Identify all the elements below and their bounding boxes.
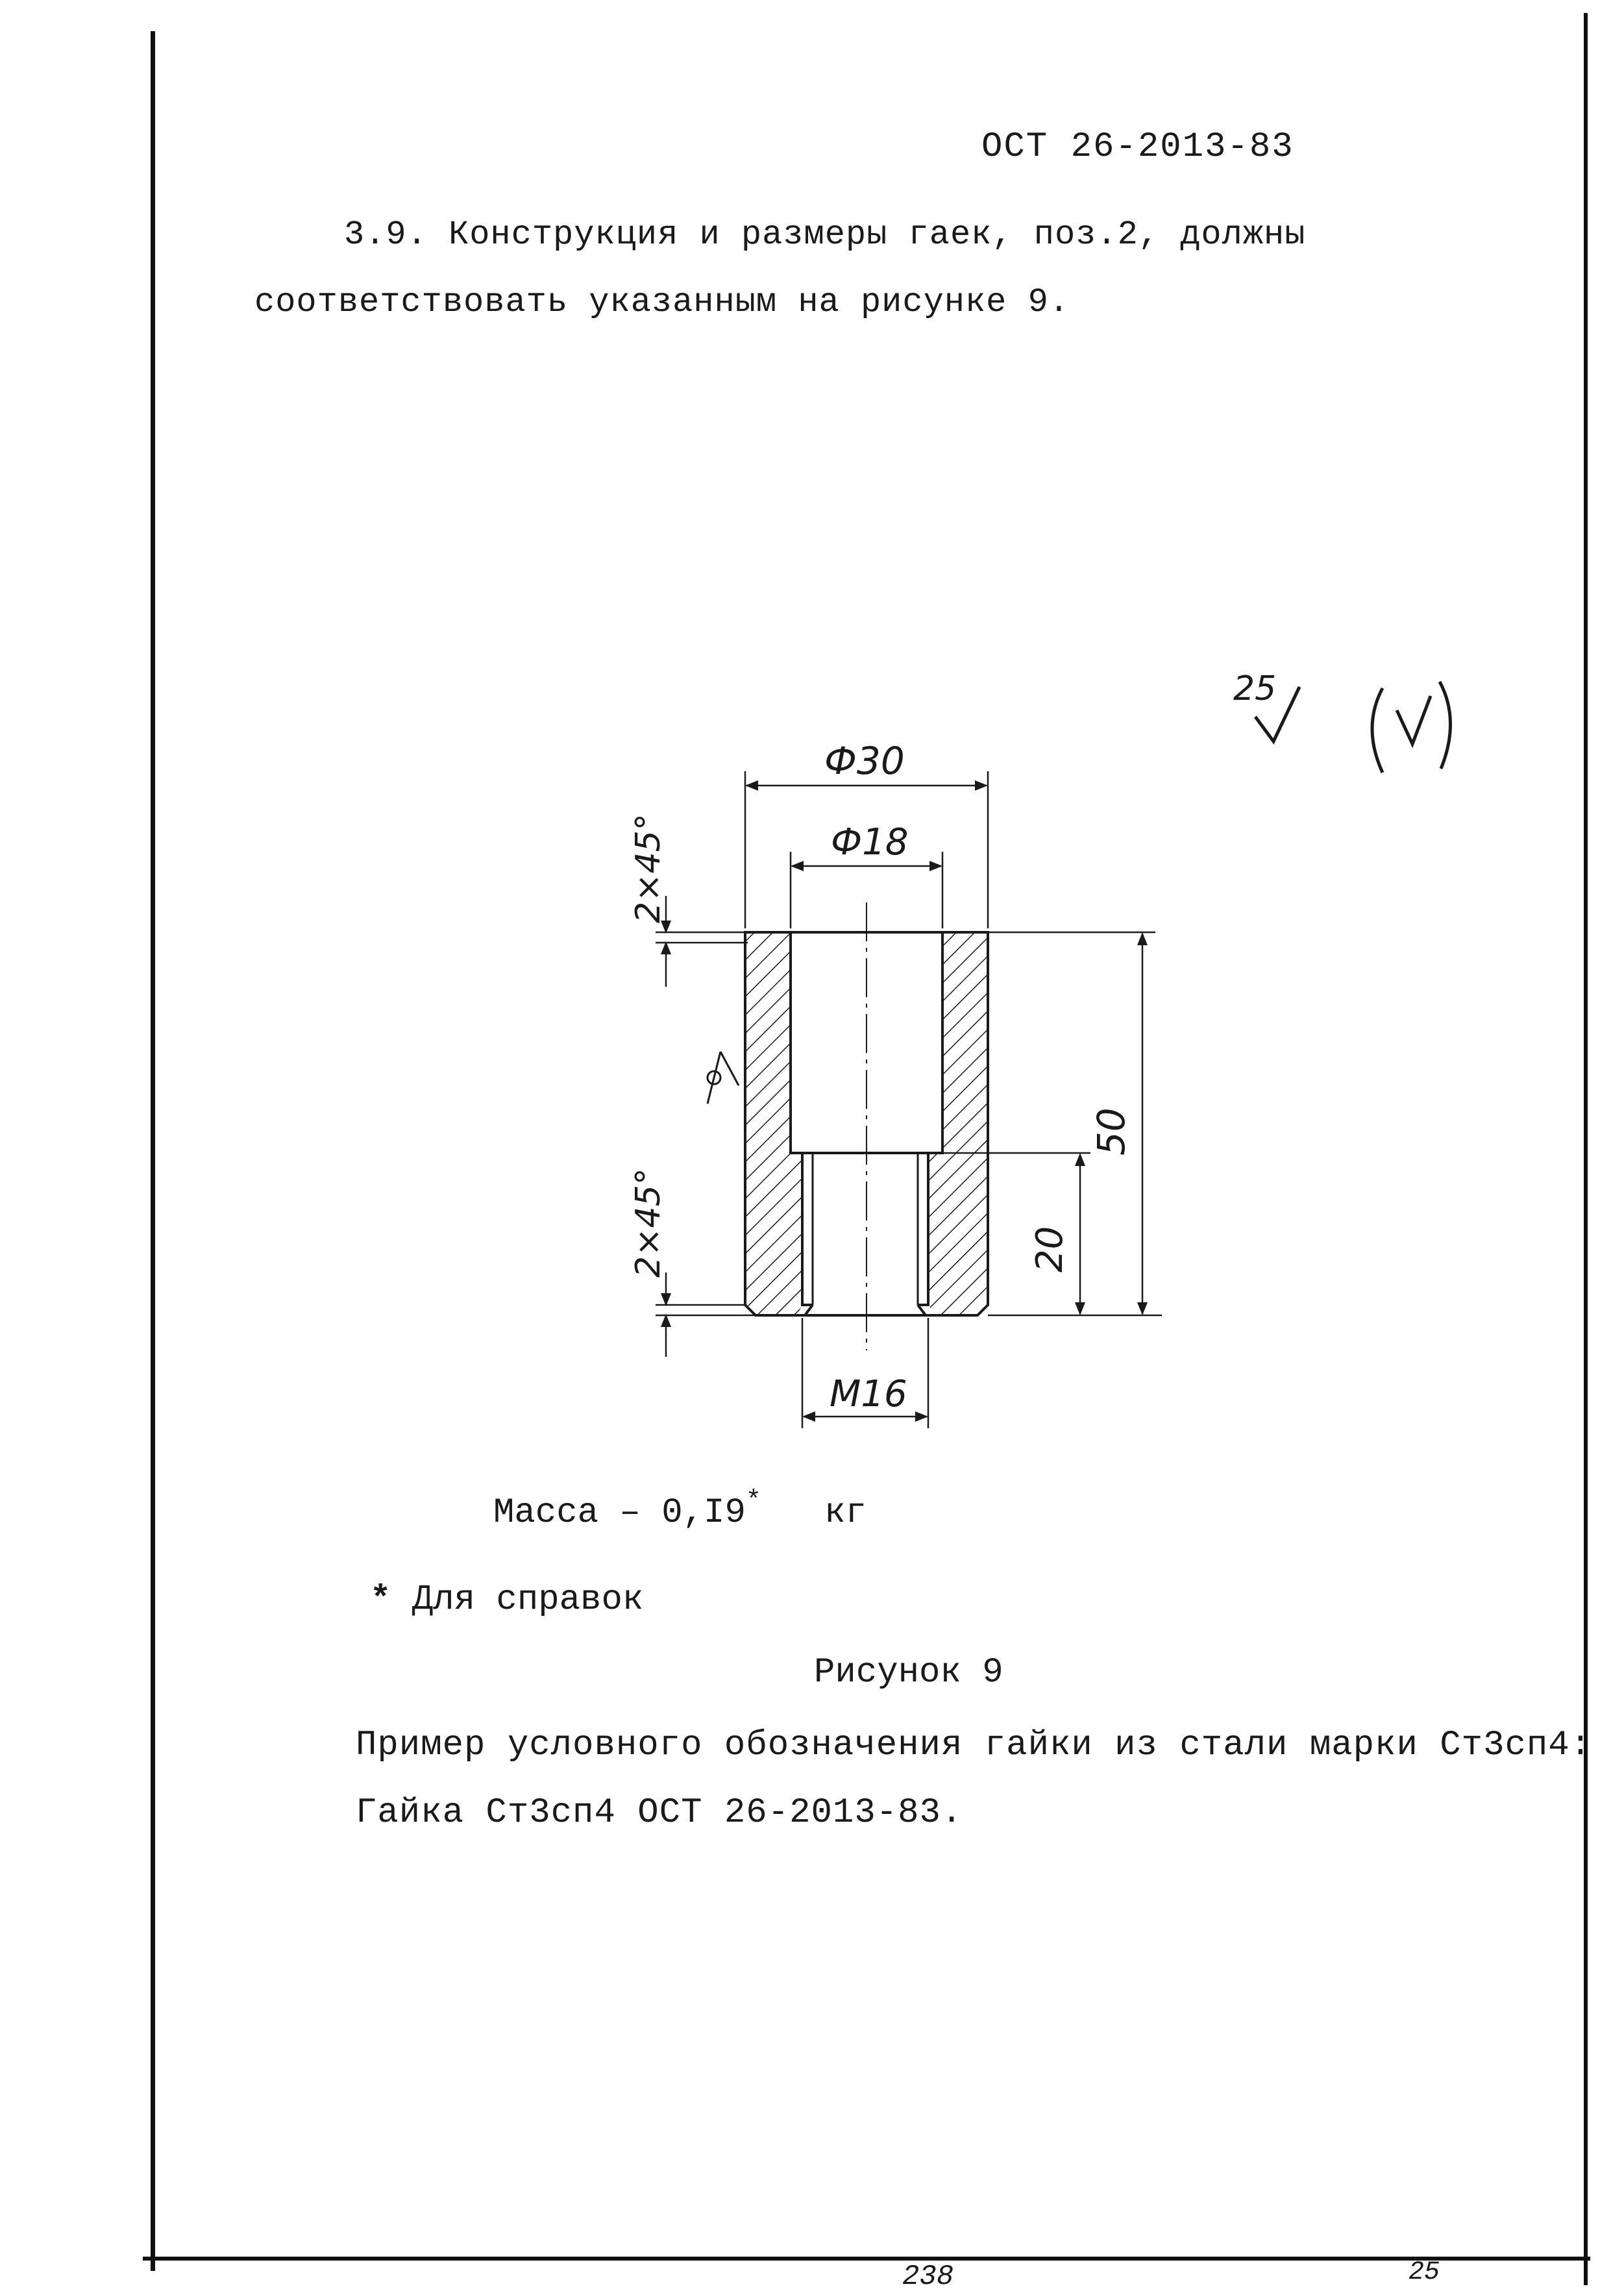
nut-drawing — [623, 714, 1207, 1441]
frame-left-border — [151, 31, 155, 2271]
dim-text-chamfer-bottom: 2×45° — [629, 1168, 668, 1278]
example-designation: Гайка Ст3сп4 ОСТ 26-2013-83. — [356, 1793, 963, 1833]
dim-text-chamfer-top: 2×45° — [629, 813, 668, 923]
mass-label: Масса – 0,I9 — [493, 1493, 746, 1533]
mass-star: * — [745, 1487, 761, 1516]
frame-bottom-border — [143, 2257, 1590, 2261]
dim-text-thread: М16 — [830, 1373, 907, 1415]
dim-text-bore-diameter: Ф18 — [831, 821, 909, 863]
dim-text-total-height: 50 — [1089, 1108, 1133, 1156]
footnote-text: Для справок — [412, 1580, 644, 1620]
surface-mark-icon — [707, 1052, 739, 1104]
mass-unit: кг — [824, 1493, 867, 1533]
thread-contour — [802, 1153, 928, 1315]
section-hatch-right — [928, 932, 988, 1315]
roughness-bracket-check-icon — [1397, 696, 1431, 744]
figure-caption: Рисунок 9 — [814, 1653, 1003, 1692]
dim-text-outer-diameter: Ф30 — [824, 739, 905, 783]
example-line: Пример условного обозначения гайки из стали марки Ст3сп4: — [356, 1726, 1592, 1765]
roughness-bracket-left — [1372, 688, 1383, 773]
roughness-symbol — [1233, 662, 1493, 792]
paragraph-line-2: соответствовать указанным на рисунке 9. — [254, 283, 1070, 321]
paragraph-line-1: 3.9. Конструкция и размеры гаек, поз.2, должны — [344, 216, 1306, 254]
roughness-bracket-right — [1440, 682, 1451, 769]
footnote-star: * — [370, 1580, 391, 1620]
page-number-left: 238 — [902, 2261, 954, 2293]
roughness-value: 25 — [1233, 669, 1277, 708]
thread-minor-lines — [813, 1153, 918, 1305]
section-hatch-left — [745, 932, 802, 1315]
dim-text-thread-length: 20 — [1029, 1226, 1071, 1272]
frame-right-border — [1584, 13, 1588, 2285]
page-number-right: 25 — [1409, 2258, 1440, 2287]
document-code: ОСТ 26-2013-83 — [981, 127, 1294, 167]
footnote — [370, 1580, 643, 1620]
mass-line — [493, 1487, 867, 1533]
